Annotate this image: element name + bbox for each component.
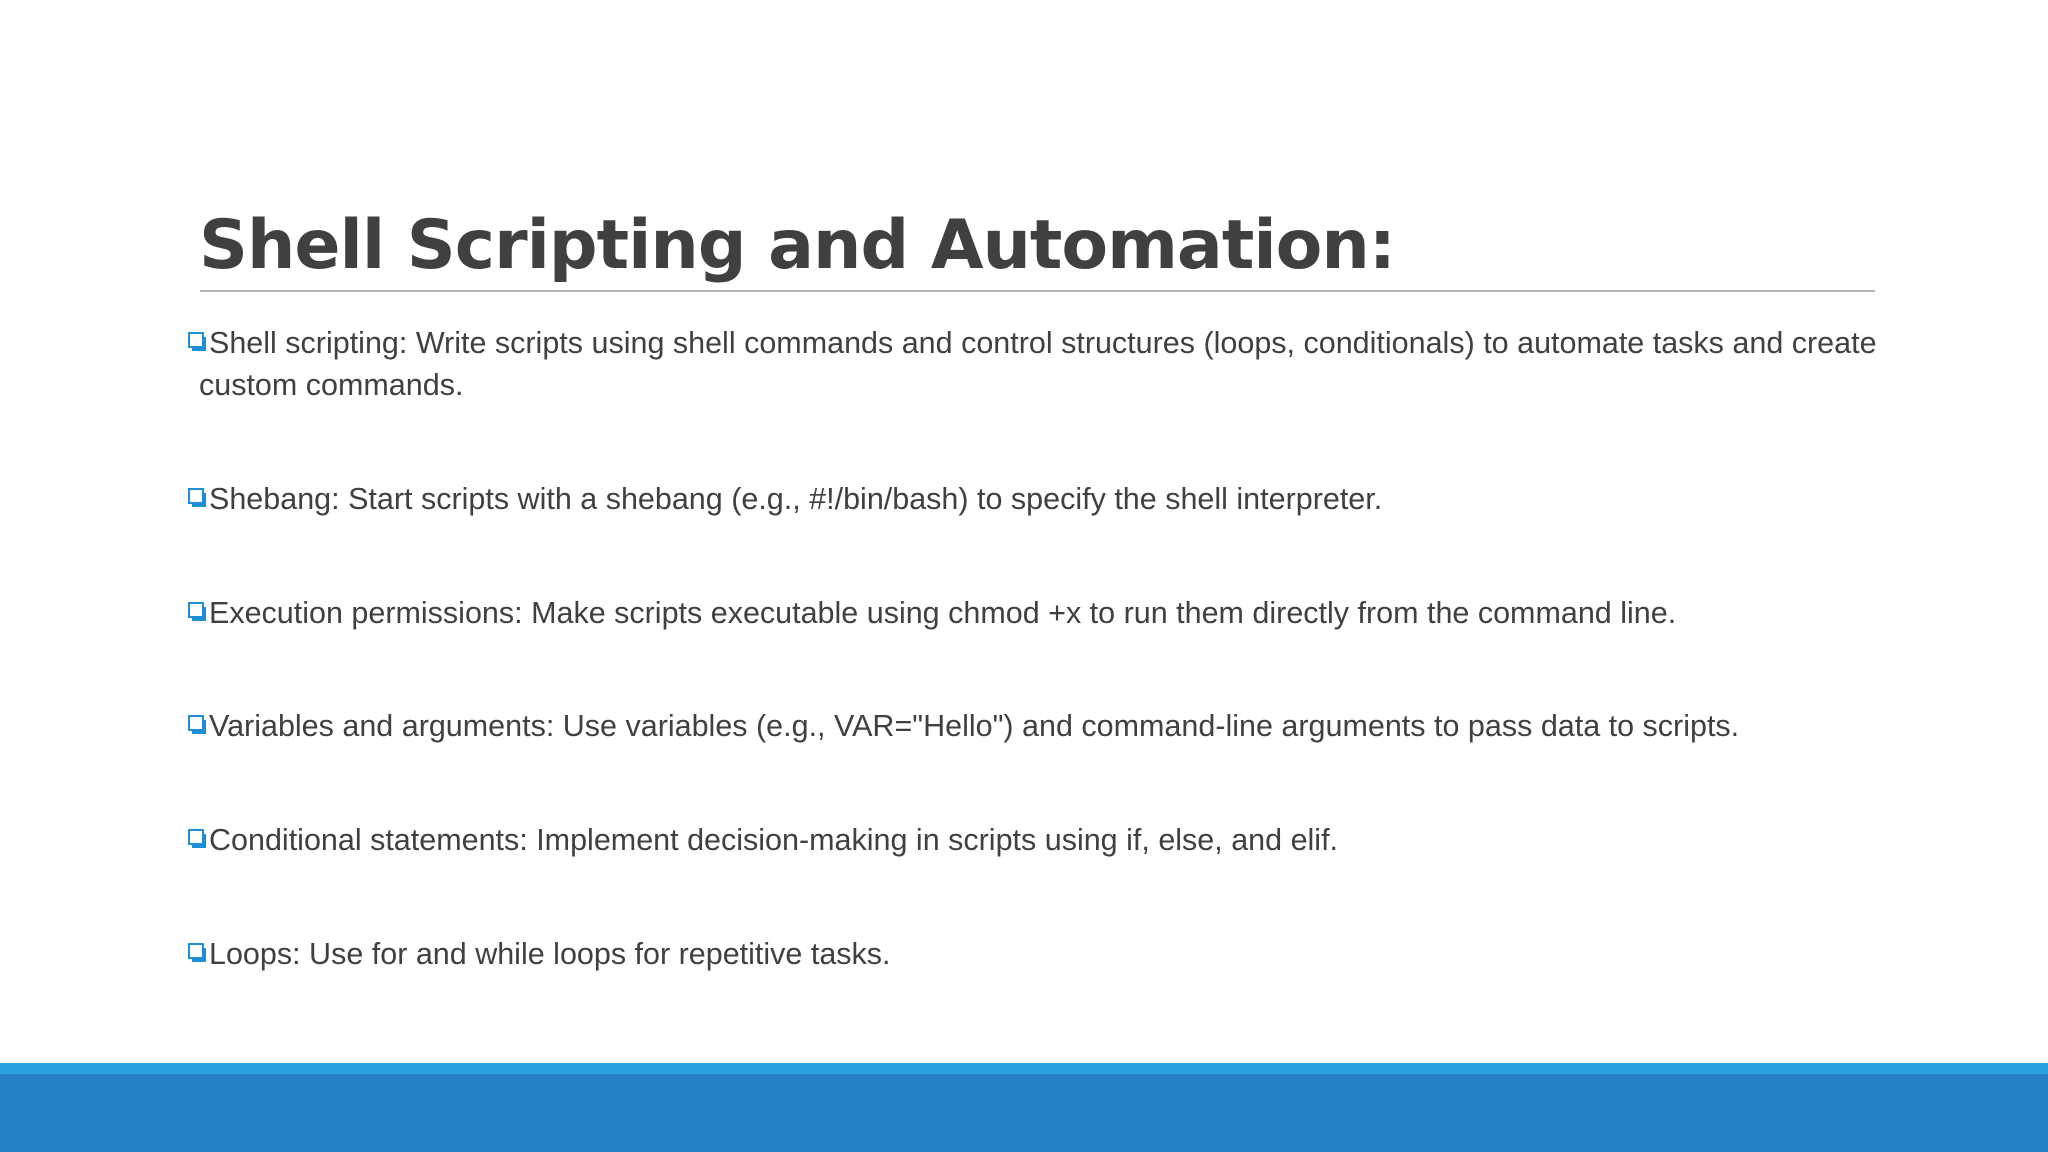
checkbox-bullet-icon	[188, 943, 207, 963]
bullet-text: Loops: Use for and while loops for repetitive tasks.	[209, 937, 891, 971]
bullet-item-loops	[188, 933, 1888, 975]
bullet-item-execution-permissions	[188, 592, 1888, 634]
checkbox-bullet-icon	[188, 332, 207, 352]
checkbox-bullet-icon	[188, 829, 207, 849]
slide-title: Shell Scripting and Automation:	[199, 206, 1395, 285]
bullet-text: Execution permissions: Make scripts executable using chmod +x to run them directly from the command line.	[209, 596, 1677, 630]
bullet-text: Shebang: Start scripts with a shebang (e.g., #!/bin/bash) to specify the shell interpreter.	[209, 482, 1383, 516]
bullet-text: Variables and arguments: Use variables (e.g., VAR="Hello") and command-line arguments to pass data to scripts.	[209, 709, 1740, 743]
checkbox-bullet-icon	[188, 602, 207, 622]
checkbox-bullet-icon	[188, 488, 207, 508]
bullet-item-variables	[188, 705, 1888, 747]
footer-accent-stripe	[0, 1063, 2048, 1074]
bullet-item-conditionals	[188, 819, 1888, 861]
bullet-text: Conditional statements: Implement decision-making in scripts using if, else, and elif.	[209, 823, 1339, 857]
bullet-text-continuation: custom commands.	[199, 368, 464, 402]
footer-band	[0, 1074, 2048, 1152]
bullet-item-shebang	[188, 478, 1888, 520]
bullet-text: Shell scripting: Write scripts using shell commands and control structures (loops, conditionals) to automate tasks and create	[209, 326, 1877, 360]
bullet-item-shell-scripting	[188, 322, 1888, 406]
checkbox-bullet-icon	[188, 715, 207, 735]
